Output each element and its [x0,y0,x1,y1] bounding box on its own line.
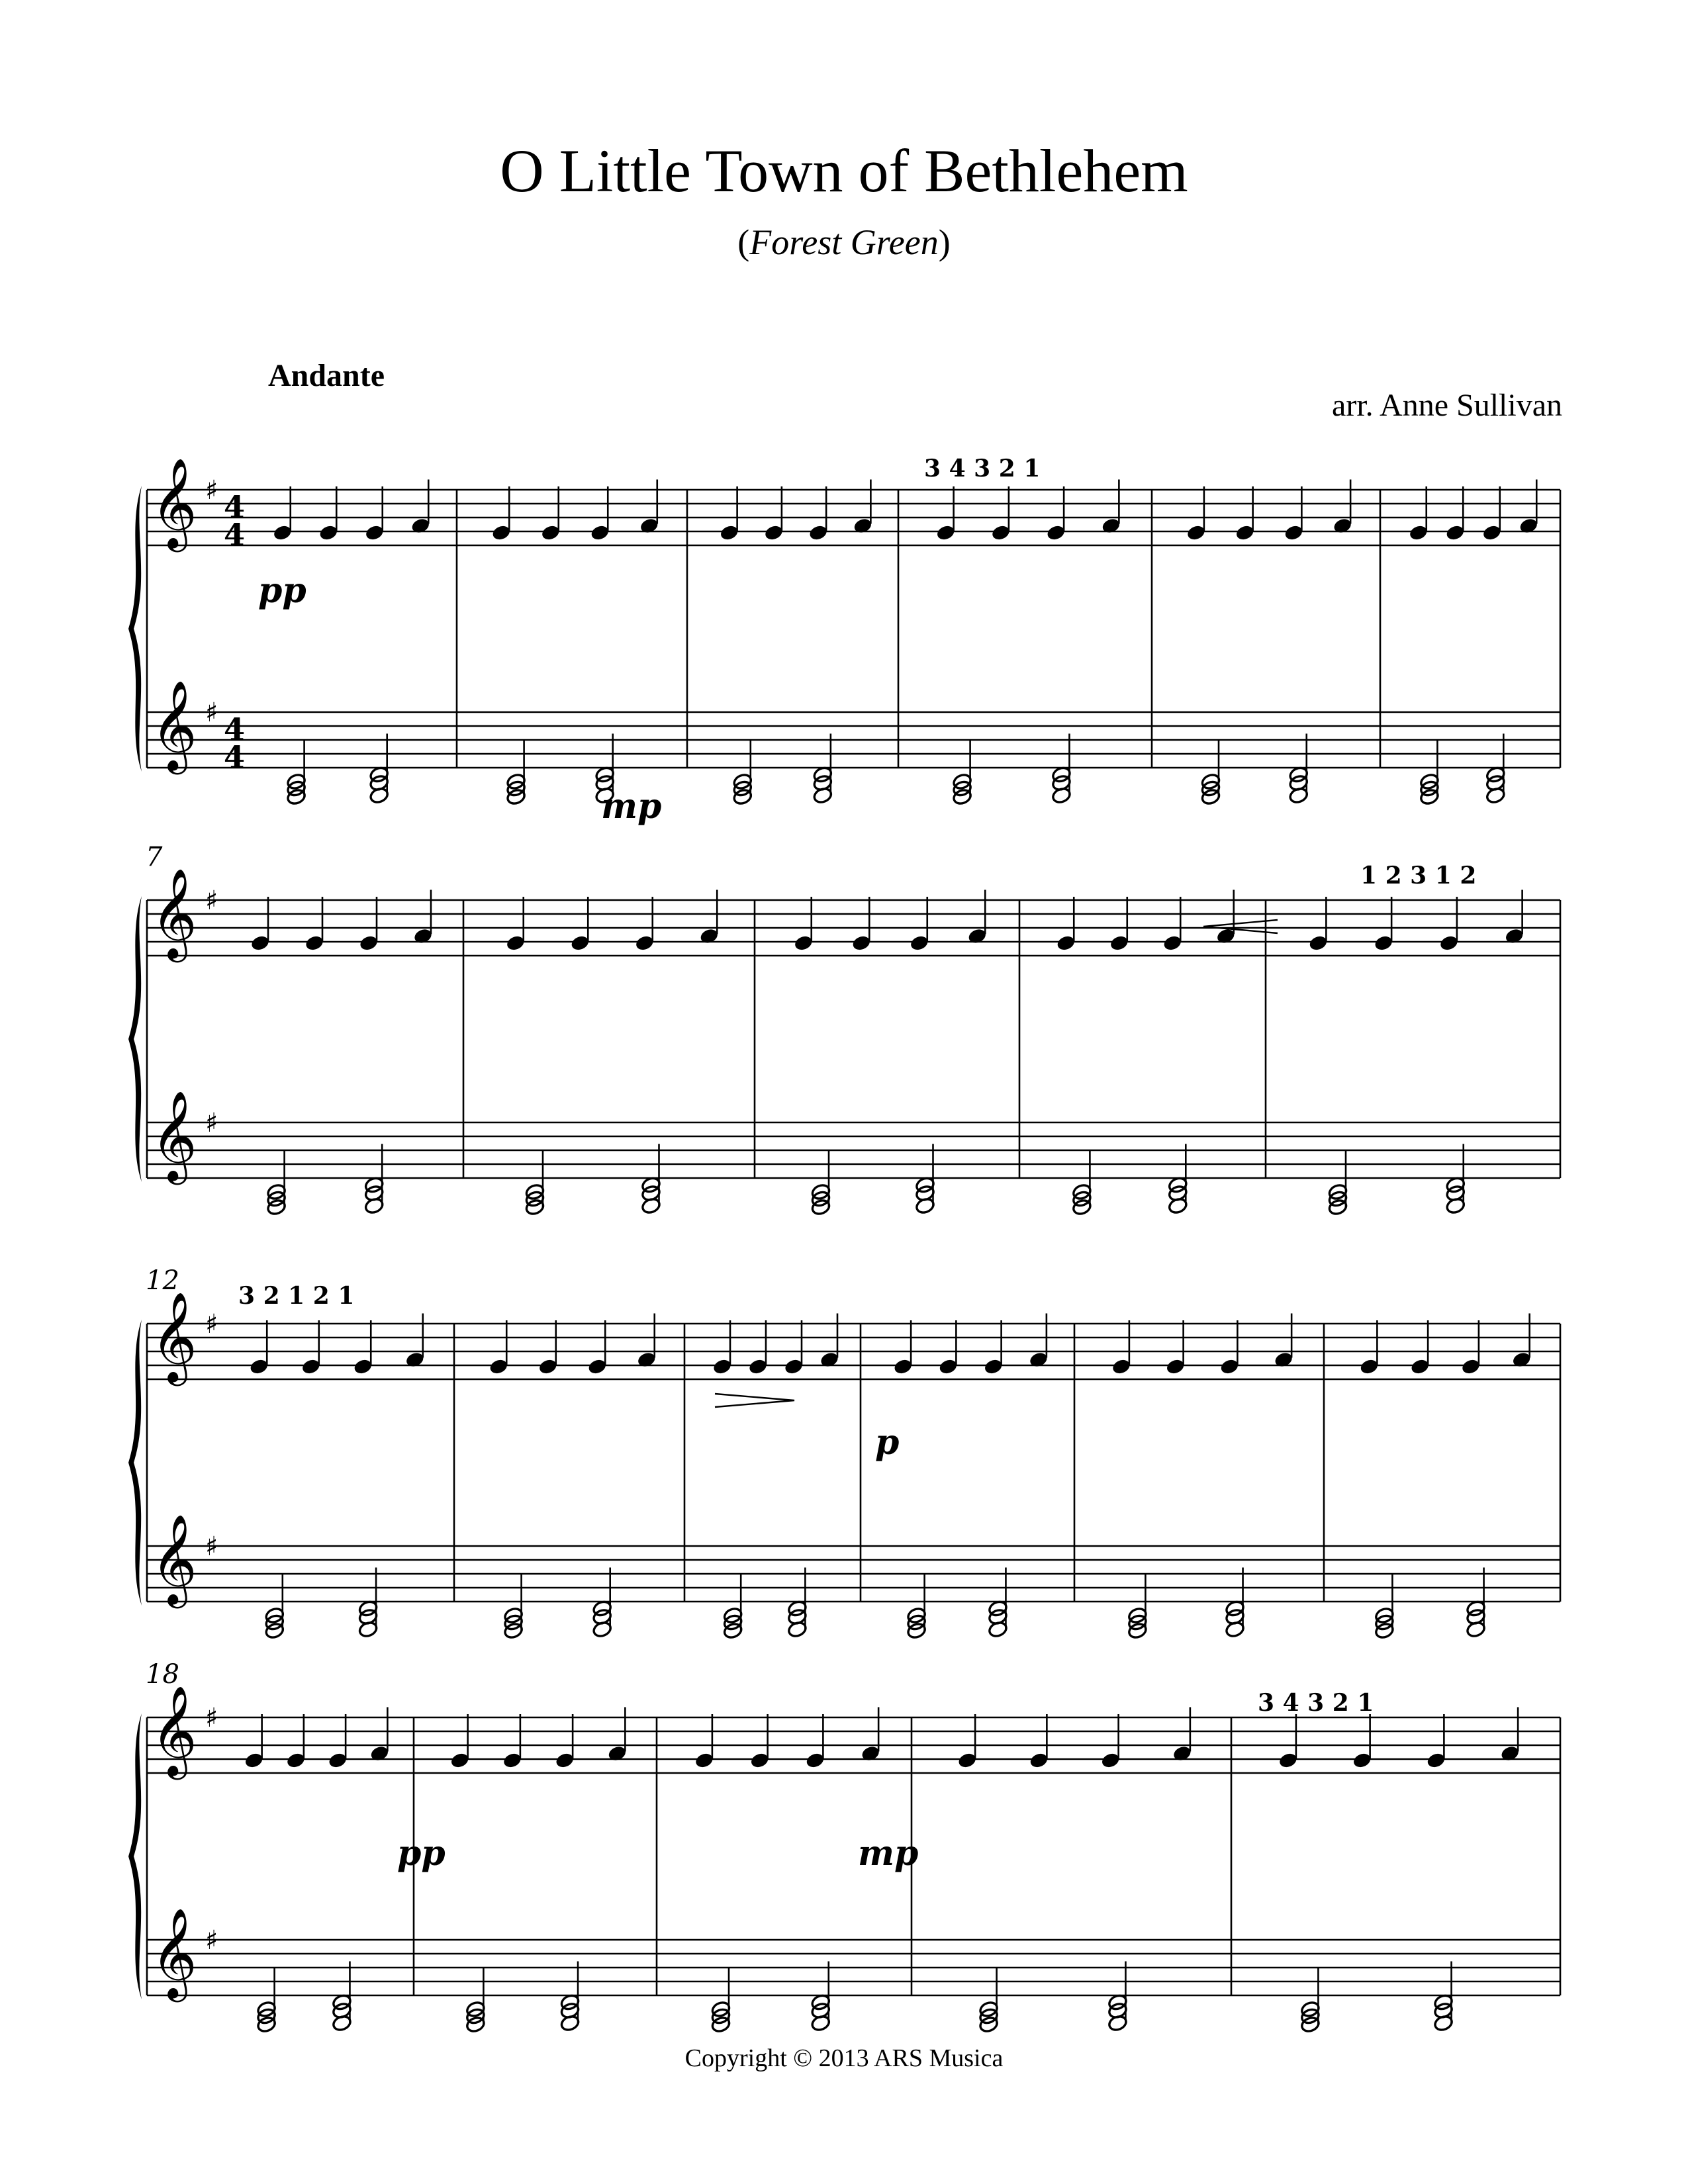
chord [810,1962,831,2032]
arranger-credit: arr. Anne Sullivan [1332,388,1562,423]
melody-note [1172,1707,1192,1763]
melody-note [301,1320,321,1376]
fingering: 3 4 3 2 1 [1258,1689,1374,1717]
chord [641,1144,661,1215]
melody-note [304,897,324,952]
chord [264,1574,285,1640]
melody-note [938,1320,959,1376]
measure-number: 12 [146,1265,179,1296]
key-signature-sharp-icon: ♯ [205,1925,218,1956]
melody-note [1274,1314,1294,1369]
melody-note [819,1314,839,1369]
melody-note [808,486,829,542]
melody-note [491,486,512,542]
key-signature-sharp-icon: ♯ [205,1108,218,1138]
chord [810,1151,831,1216]
melody-note [412,890,433,946]
melody-note [1186,486,1206,542]
dynamic-marking: mp [858,1833,919,1874]
chord [1419,741,1440,806]
chord [1225,1568,1245,1639]
melody-note [1438,897,1459,952]
melody-note [555,1714,575,1770]
melody-note [893,1320,914,1376]
melody-note [1056,897,1076,952]
melody-note [1046,486,1066,542]
melody-note [1308,897,1329,952]
time-signature: 4 [224,711,246,747]
lower-staff [147,712,1560,768]
melody-note [1215,890,1236,946]
chord [1107,1962,1128,2032]
fingering: 1 2 3 1 2 [1360,862,1477,889]
melody-note [1028,1314,1049,1369]
chord [524,1151,545,1216]
melody-note [272,486,293,542]
melody-note [328,1714,348,1770]
melody-note [1162,897,1183,952]
treble-clef-icon: 𝄞 [151,1684,197,1776]
tempo-marking: Andante [268,358,385,393]
chord [286,741,306,806]
melody-note [244,1714,264,1770]
chord [1168,1144,1188,1215]
key-signature-sharp-icon: ♯ [205,1703,218,1733]
treble-clef-icon: 𝄞 [151,457,197,548]
time-signature: 4 [224,739,246,775]
melody-note [285,1714,306,1770]
key-signature-sharp-icon: ♯ [205,1309,218,1340]
chord [1127,1574,1148,1640]
melody-note [861,1707,881,1763]
chord [1288,734,1309,805]
chord [1051,734,1072,805]
melody-note [1235,486,1255,542]
melody-note [1408,486,1429,542]
brace [128,1320,142,1606]
melody-note [1481,486,1502,542]
chord [952,741,972,806]
chord [332,1962,352,2032]
melody-note [719,486,739,542]
treble-clef-icon: 𝄞 [151,1907,197,1998]
key-signature-sharp-icon: ♯ [205,886,218,916]
key-signature-sharp-icon: ♯ [205,1531,218,1562]
chord [559,1962,580,2032]
melody-note [502,1714,522,1770]
chord [465,1968,486,2034]
melody-note [1519,480,1539,535]
melody-note [1101,480,1121,535]
melody-note [935,486,956,542]
melody-note [1352,1714,1372,1770]
chord [1445,1144,1466,1215]
melody-note [1511,1314,1532,1369]
melody-note [410,480,431,535]
measure-number: 7 [146,842,163,872]
melody-note [250,897,270,952]
chord [915,1144,935,1215]
melody-note [957,1714,978,1770]
melody-note [1460,1320,1481,1376]
chord [723,1574,743,1640]
melody-note [783,1320,804,1376]
chord [1327,1151,1348,1216]
treble-clef-icon: 𝄞 [151,867,197,958]
melody-note [449,1714,470,1770]
brace [128,1713,142,1999]
chord [364,1144,385,1215]
melody-note [699,890,720,946]
melody-note [1219,1320,1240,1376]
key-signature-sharp-icon: ♯ [205,698,218,728]
chord [256,1968,277,2034]
fingering: 3 2 1 2 1 [238,1282,355,1310]
lower-staff [147,1546,1560,1602]
dynamic-marking: pp [397,1833,445,1874]
dynamic-marking: pp [258,570,306,611]
melody-note [489,1320,509,1376]
melody-note [1333,480,1353,535]
melody-note [358,897,379,952]
melody-note [639,480,659,535]
melody-note [983,1320,1004,1376]
chord [506,741,526,806]
dynamic-marking: p [875,1422,900,1463]
melody-note [1029,1714,1049,1770]
melody-note [1284,486,1304,542]
chord [1374,1574,1395,1640]
melody-note [1445,486,1466,542]
chord [787,1568,808,1639]
chord [812,734,833,805]
time-signature: 4 [224,489,246,525]
chord [503,1574,524,1640]
melody-note [909,897,929,952]
melody-note [1426,1714,1446,1770]
melody-note [712,1320,732,1376]
treble-clef-icon: 𝄞 [151,1089,197,1181]
upper-staff [147,1717,1560,1773]
melody-note [636,1314,657,1369]
melody-note [990,486,1011,542]
brace [128,486,142,772]
melody-note [1410,1320,1430,1376]
chord [592,1568,612,1639]
chord [266,1151,287,1216]
melody-note [364,486,385,542]
melody-note [607,1707,628,1763]
chord [988,1568,1008,1639]
chord [732,741,753,806]
melody-note [318,486,339,542]
treble-clef-icon: 𝄞 [151,1513,197,1604]
time-signature: 4 [224,517,246,553]
melody-note [1100,1714,1121,1770]
melody-note [1278,1714,1298,1770]
chord [906,1574,927,1640]
melody-note [1504,890,1524,946]
chord [1200,741,1221,806]
upper-staff [147,490,1560,545]
melody-note [1374,897,1394,952]
chord [357,1568,378,1639]
melody-note [570,897,590,952]
lower-staff [147,1940,1560,1995]
decrescendo-hairpin [715,1394,794,1407]
melody-note [1109,897,1129,952]
measure-number: 18 [146,1659,179,1690]
treble-clef-icon: 𝄞 [151,1291,197,1382]
melody-note [369,1707,390,1763]
melody-note [694,1714,714,1770]
melody-note [540,486,561,542]
melody-note [1500,1707,1521,1763]
dynamic-marking: mp [601,786,662,827]
melody-note [249,1320,269,1376]
melody-note [1359,1320,1380,1376]
melody-note [1165,1320,1186,1376]
melody-note [505,897,526,952]
melody-note [353,1320,373,1376]
melody-note [749,1714,770,1770]
melody-note [590,486,610,542]
chord [1485,734,1506,805]
melody-note [634,897,655,952]
chord [369,734,389,805]
chord [978,1968,999,2034]
chord [1433,1962,1454,2032]
score-subtitle: (Forest Green) [737,222,951,262]
melody-note [793,897,814,952]
key-signature-sharp-icon: ♯ [205,475,218,506]
melody-note [747,1320,768,1376]
fingering: 3 4 3 2 1 [924,455,1041,482]
melody-note [404,1314,425,1369]
upper-staff [147,900,1560,956]
chord [710,1968,731,2034]
chord [1300,1968,1321,2034]
melody-note [805,1714,825,1770]
melody-note [587,1320,608,1376]
melody-note [538,1320,558,1376]
score-title: O Little Town of Bethlehem [500,137,1188,205]
treble-clef-icon: 𝄞 [151,679,197,770]
copyright-notice: Copyright © 2013 ARS Musica [684,2044,1004,2072]
melody-note [1111,1320,1131,1376]
lower-staff [147,1122,1560,1178]
chord [1072,1151,1092,1216]
melody-note [763,486,784,542]
melody-note [853,480,873,535]
melody-note [967,890,988,946]
brace [128,896,142,1182]
chord [1466,1568,1486,1639]
melody-note [851,897,872,952]
